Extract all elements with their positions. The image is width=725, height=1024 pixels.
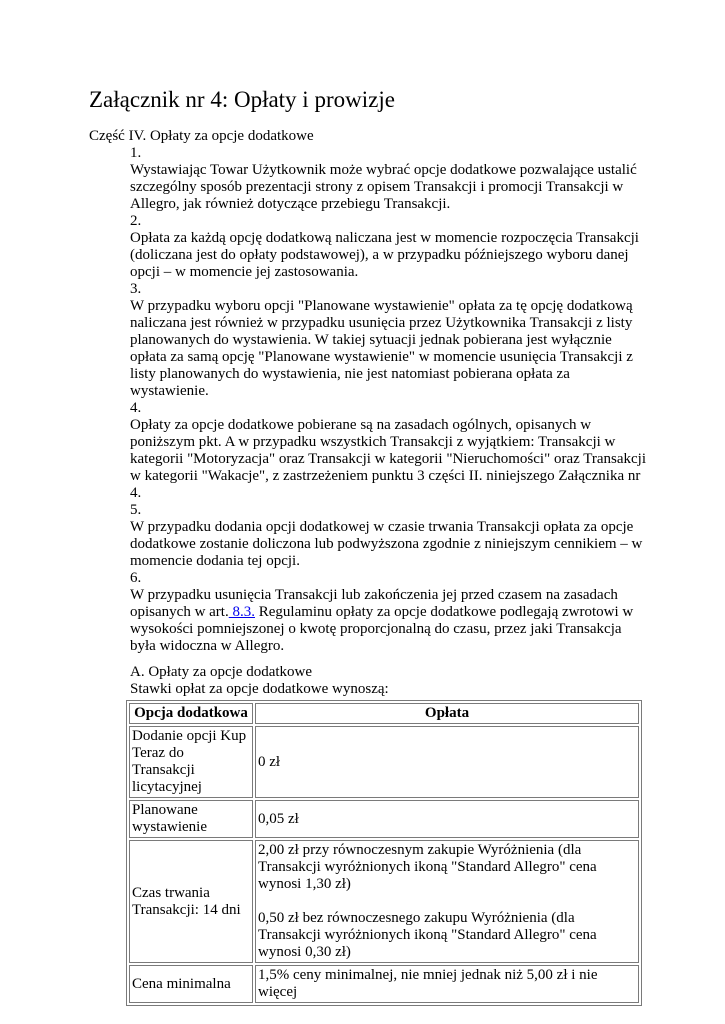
list-item [130,502,650,570]
fee-cell: 0 zł [255,726,639,798]
item-text-end: Regulaminu opłaty za opcje dodatkowe podlegają zwrotowi w wysokości pomniejszonej o kwotę proporcjonalną do czasu, przez jaki Transakcja była widoczna w Allegro. [130,604,634,654]
column-header-fee: Opłata [255,703,639,724]
item-text: W przypadku wyboru opcji "Planowane wystawienie" opłata za tę opcję dodatkową naliczana jest również w przypadku usunięcia przez Użytkownika Transakcji z listy planowanych do wystawienia. W takiej sytuacji jednak pobierana jest wyłącznie opłata za samą opcję "Planowane wystawienie" w momencie usunięcia Transakcji z listy planowanych do wystawienia, nie jest natomiast pobierana opłata za wystawienie. [130,298,633,399]
table-row [129,800,639,838]
item-number: 5. [130,502,142,518]
article-link[interactable]: 8.3. [228,604,255,620]
column-header-option: Opcja dodatkowa [129,703,253,724]
item-number: 3. [130,281,142,297]
item-text: W przypadku dodania opcji dodatkowej w czasie trwania Transakcji opłata za opcje dodatkowe zostanie doliczona lub podwyższona zgodnie z niniejszym cennikiem – w momencie dodania tej opcji. [130,519,643,569]
table-row [129,840,639,963]
fee-text-with-highlight: 2,00 zł przy równoczesnym zakupie Wyróżnienia (dla Transakcji wyróżnionych ikoną "Standard Allegro" cena wynosi 1,30 zł) [258,842,597,892]
item-number: 6. [130,570,142,586]
item-number: 1. [130,145,142,161]
list-item [130,570,650,655]
fee-cell: 1,5% ceny minimalnej, nie mniej jednak niż 5,00 zł i nie więcej [255,965,639,1003]
option-cell: Planowane wystawienie [129,800,253,838]
item-text: Opłaty za opcje dodatkowe pobierane są na zasadach ogólnych, opisanych w poniższym pkt. A w przypadku wszystkich Transakcji z wyjątkiem: Transakcji w kategorii "Motoryzacja" oraz Transakcji w kategorii "Nieruchomości" oraz Transakcji w kategorii "Wakacje", z zastrzeżeniem punktu 3 części II. niniejszego Załącznika nr 4. [130,417,647,501]
list-item [130,145,650,213]
option-cell: Czas trwania Transakcji: 14 dni [129,840,253,963]
option-cell: Dodanie opcji Kup Teraz do Transakcji licytacyjnej [129,726,253,798]
document-title: Załącznik nr 4: Opłaty i prowizje [89,87,395,112]
part-heading: Część IV. Opłaty za opcje dodatkowe [89,128,314,144]
item-text-start: W przypadku usunięcia Transakcji lub zakończenia jej przed czasem na zasadach opisanych w art. [130,587,618,620]
section-a-heading: A. Opłaty za opcje dodatkowe [130,664,313,680]
item-text [130,587,650,655]
fee-cell: 0,05 zł [255,800,639,838]
list-item [130,213,650,281]
item-number: 2. [130,213,142,229]
table-header-row [129,703,639,724]
fees-table [126,700,642,1006]
option-cell: Cena minimalna [129,965,253,1003]
list-item [130,281,650,400]
item-text: Opłata za każdą opcję dodatkową naliczana jest w momencie rozpoczęcia Transakcji (doliczana jest do opłaty podstawowej), a w przypadku późniejszego wyboru danej opcji – w momencie jej zastosowania. [130,230,639,280]
section-a-intro: Stawki opłat za opcje dodatkowe wynoszą: [130,681,389,697]
fee-cell [255,840,639,963]
section-a [130,664,389,698]
numbered-list [130,145,650,655]
item-number: 4. [130,400,142,416]
table-row [129,726,639,798]
cell-spacer [258,893,636,910]
fee-text-without-highlight: 0,50 zł bez równoczesnego zakupu Wyróżnienia (dla Transakcji wyróżnionych ikoną "Standard Allegro" cena wynosi 0,30 zł) [258,910,597,960]
table-row [129,965,639,1003]
list-item [130,400,650,502]
item-text: Wystawiając Towar Użytkownik może wybrać opcje dodatkowe pozwalające ustalić szczególny sposób prezentacji strony z opisem Transakcji i promocji Transakcji w Allegro, jak również dotyczące przebiegu Transakcji. [130,162,637,212]
